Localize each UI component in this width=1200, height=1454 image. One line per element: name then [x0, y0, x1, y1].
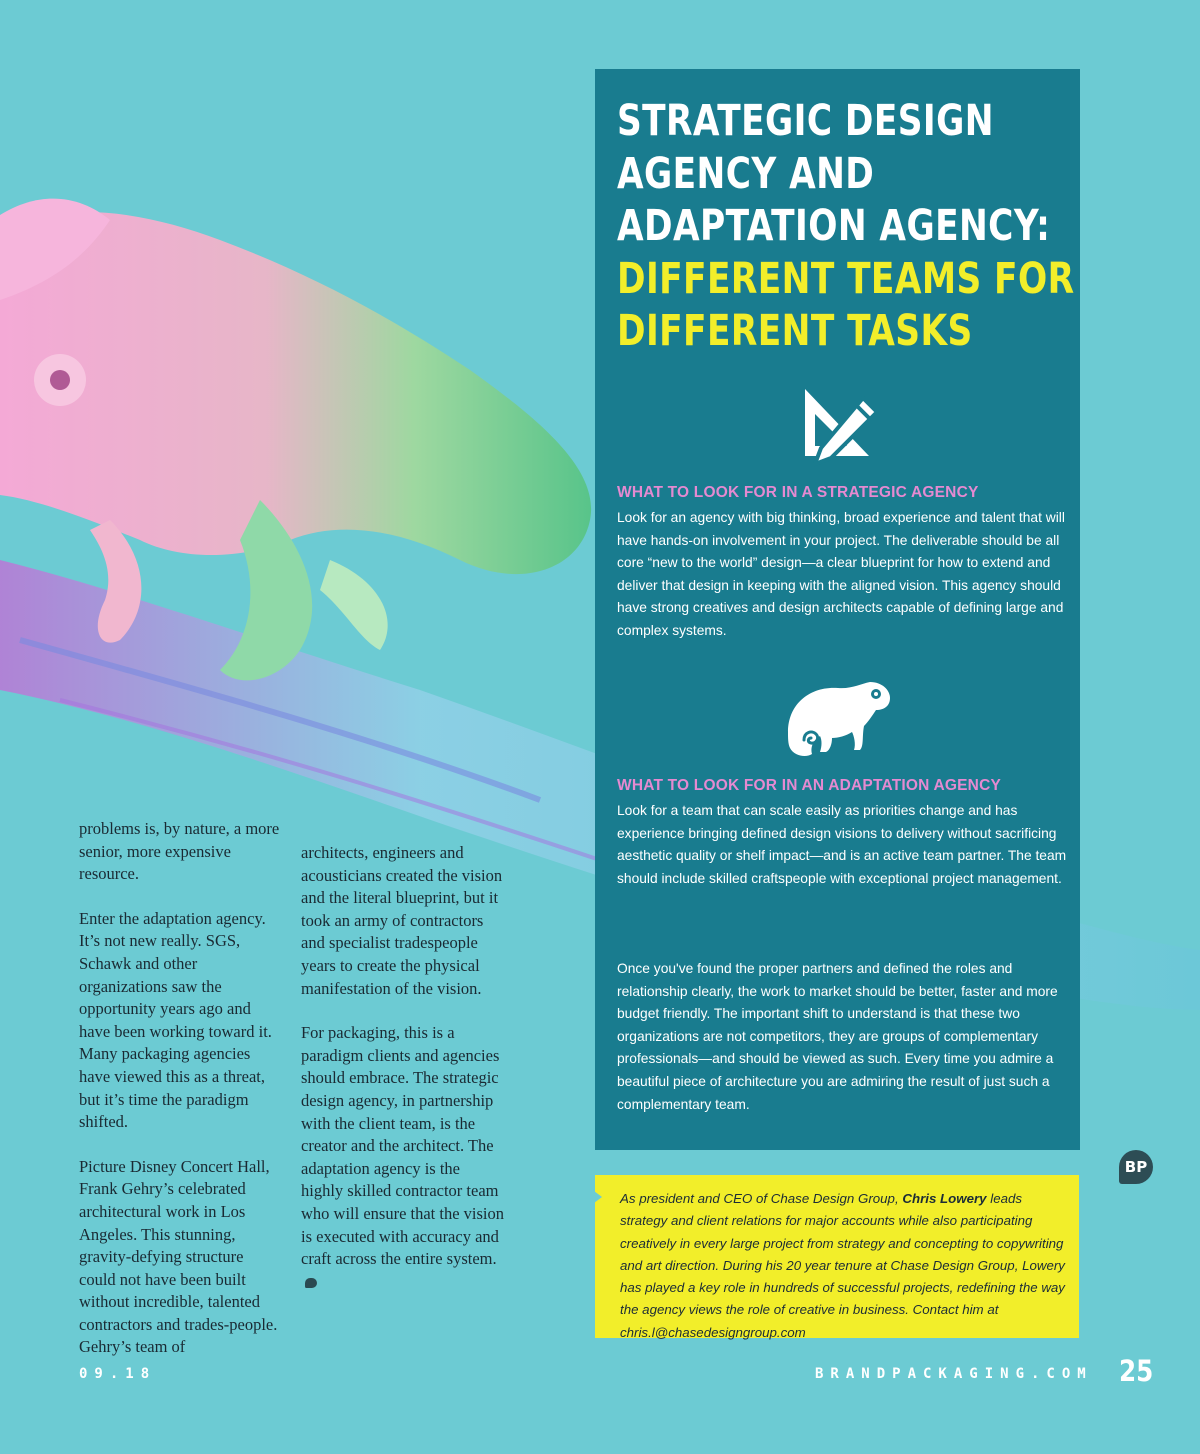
page-number: 25 [1119, 1354, 1154, 1388]
paragraph: Enter the adaptation agency. It’s not new really. SGS, Schawk and other organizations saw the opportunity years ago and have been working toward it. Many packaging agencies have viewed this as a threat, but it’s time the paradigm shifted. [79, 908, 272, 1132]
strategic-agency-heading: WHAT TO LOOK FOR IN A STRATEGIC AGENCY [617, 484, 979, 501]
article-column-2 [301, 842, 506, 1315]
bio-text-intro: As president and CEO of Chase Design Group, [620, 1191, 903, 1206]
bp-badge-icon: BP [1119, 1150, 1153, 1184]
paragraph: Picture Disney Concert Hall, Frank Gehry’s celebrated architectural work in Los Angeles. This stunning, gravity-defying structure could not have been built without incredible, talented contractors and trades-people. Gehry’s team of [79, 1156, 278, 1357]
sidebar-conclusion: Once you've found the proper partners and defined the roles and relationship clearly, the work to market should be better, faster and more budget friendly. The important shift to understand is that these two organizations are not competitors, they are groups of complementary professionals—and should be viewed as such. Every time you admire a beautiful piece of architecture you are admiring the result of just such a complementary team. [617, 961, 1058, 1112]
article-column-1 [79, 818, 284, 1381]
author-bio [620, 1188, 1065, 1344]
headline-line: STRATEGIC DESIGN [617, 96, 994, 146]
headline-line-highlight: DIFFERENT TASKS [617, 306, 973, 356]
end-mark-icon [305, 1278, 317, 1288]
author-name: Chris Lowery [902, 1191, 987, 1206]
bio-notch [594, 1191, 602, 1203]
headline-line-highlight: DIFFERENT TEAMS FOR [617, 253, 1075, 304]
paragraph-text: For packaging, this is a paradigm clients and agencies should embrace. The strategic design agency, in partnership with the client team, is the creator and the architect. The adaptation agency is the highly skilled contractor team who will ensure that the vision is executed with accuracy and craft across the entire system. [301, 1023, 505, 1269]
website-url[interactable]: BRANDPACKAGING.COM [815, 1366, 1093, 1382]
headline-line: AGENCY AND [617, 148, 875, 199]
sidebar-box [595, 69, 1080, 1150]
sidebar-headline [617, 95, 1075, 358]
bio-text-rest: leads strategy and client relations for major accounts while also participating creatively in every large project from strategy and concepting to copywriting and art direction. During his 20 year tenure at Chase Design Group, Lowery has played a key role in hundreds of successful projects, redefining the way the agency views the role of creative in business. Contact him at chris.l@chasedesigngroup.com [620, 1191, 1065, 1340]
pencil-triangle-icon [795, 384, 885, 474]
issue-date: 09.18 [79, 1366, 157, 1382]
adaptation-agency-text: Look for a team that can scale easily as priorities change and has experience bringing defined design visions to delivery without sacrificing aesthetic quality or shelf impact—and is an active team partner. The team should include skilled craftspeople with exceptional project management. [617, 803, 1067, 886]
author-bio-box [595, 1175, 1079, 1338]
chameleon-icon [780, 674, 895, 764]
paragraph: architects, engineers and acousticians created the vision and the literal blueprint, but it took an army of contractors and specialist tradespeople years to create the physical manifestation of the vision. [301, 843, 503, 998]
strategic-agency-text: Look for an agency with big thinking, broad experience and talent that will have hands-on involvement in your project. The deliverable should be all core “new to the world” design—a clear blueprint for how to extend and deliver that design in keeping with the aligned vision. This agency should have strong creatives and design architects capable of defining large and complex systems. [617, 510, 1065, 638]
paragraph [301, 1022, 506, 1293]
headline-line: ADAPTATION AGENCY: [617, 201, 1051, 251]
adaptation-agency-heading: WHAT TO LOOK FOR IN AN ADAPTATION AGENCY [617, 777, 1001, 794]
paragraph: problems is, by nature, a more senior, more expensive resource. [79, 819, 280, 884]
